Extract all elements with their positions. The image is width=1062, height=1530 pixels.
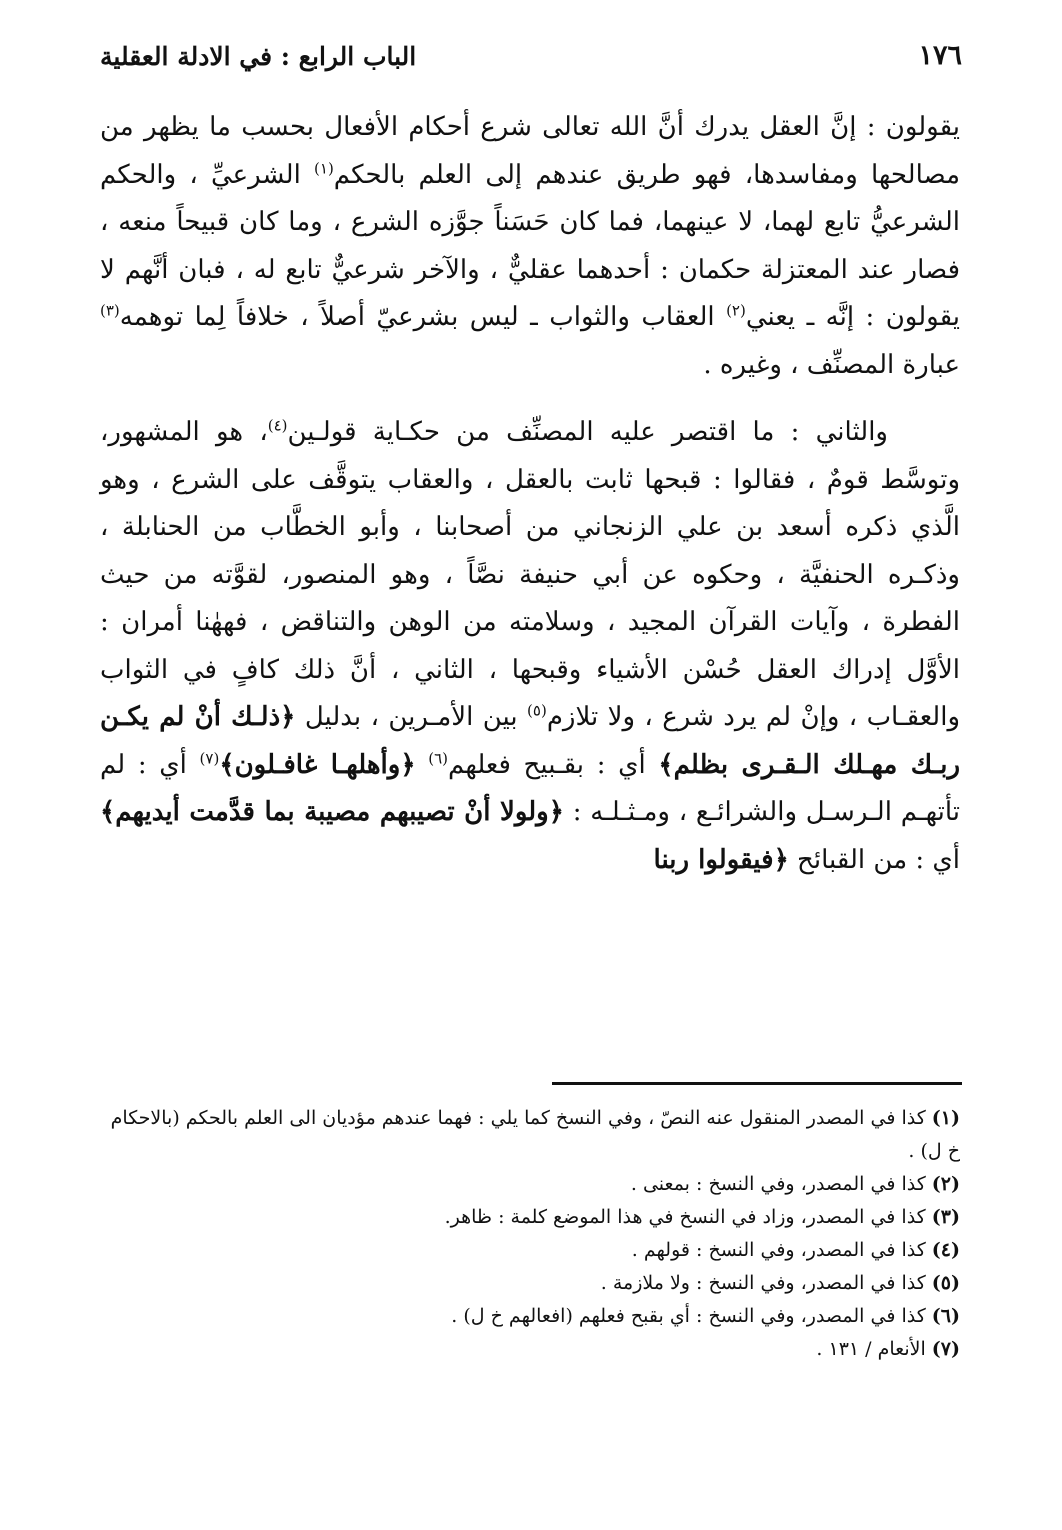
footnote-marker-7: (٧) xyxy=(199,748,220,767)
footnote-text: كذا في المصدر، وزاد في النسخ في هذا الموضع كلمة : ظاهر. xyxy=(444,1206,932,1228)
paragraph-1 xyxy=(100,104,960,389)
page-header xyxy=(100,40,962,84)
quran-quote-1: ﴿ذلـك أنْ لم يكـن ربـك مهـلك الـقـرى بظلم﴾ xyxy=(100,702,961,780)
text-segment: ، هو المشهور، وتوسَّط قومٌ ، فقالوا : قبحها ثابت بالعقل ، والعقاب يتوقَّف على الشرع ، وهو الَّذي ذكره أسعد بن علي الزنجاني من أصحابنا ، وأبو الخطَّاب من الحنابلة ، وذكـره الحنفيَّة ، وحكوه عن أبي حنيفة نصَّاً ، وهو المنصور، لقوَّته من حيث الفطرة ، وآيات القرآن المجيد ، وسلامته من الوهن والتناقض ، فههٰنا أمران : الأوَّل إدراك العقل حُسْن الأشياء وقبحها ، الثاني ، أنَّ ذلك كافٍ في الثواب والعقـاب ، وإنْ لم يرد شرع ، ولا تلازم xyxy=(100,417,960,732)
footnote-5 xyxy=(100,1267,960,1300)
footnote-text: كذا في المصدر، وفي النسخ : قولهم . xyxy=(631,1239,932,1261)
footnote-text: كذا في المصدر، وفي النسخ : أي بقبح فعلهم (افعالهم خ ل) . xyxy=(451,1305,932,1327)
main-text xyxy=(100,104,960,884)
footnote-marker-5: (٥) xyxy=(527,701,547,720)
text-segment: أي : لم تأتهـم الـرسـل والشرائـع ، ومـثـلـه : xyxy=(100,749,960,827)
footnote-number: (٤) xyxy=(931,1239,960,1261)
footnotes xyxy=(100,1102,960,1366)
footnote-text: الأنعام / ١٣١ . xyxy=(816,1338,932,1360)
paragraph-2 xyxy=(100,409,960,884)
quran-quote-2: ﴿وأهلهـا غافـلون﴾ xyxy=(219,749,416,780)
footnote-text: كذا في المصدر المنقول عنه النصّ ، وفي النسخ كما يلي : فهما عندهم مؤديان الى العلم بالحكم (بالاحكام خ ل) . xyxy=(110,1107,960,1162)
quran-quote-3: ﴿ولولا أنْ تصيبهم مصيبة بما قدَّمت أيديهم﴾ xyxy=(100,797,564,827)
footnote-marker-1: (١) xyxy=(314,158,334,177)
text-segment xyxy=(416,750,429,780)
footnote-7 xyxy=(100,1333,960,1366)
footnote-4 xyxy=(100,1234,960,1267)
text-segment: أي : بقـبيح فعلهم xyxy=(448,749,659,780)
text-segment: أي : من القبائح xyxy=(788,844,960,875)
quran-quote-4: ﴿فيقولوا ربنا xyxy=(653,844,789,875)
page-number: ١٧٦ xyxy=(918,40,962,71)
footnote-number: (٣) xyxy=(931,1206,960,1228)
footnote-number: (١) xyxy=(931,1107,960,1129)
footnote-number: (٢) xyxy=(931,1173,960,1195)
footnote-text: كذا في المصدر، وفي النسخ : ولا ملازمة . xyxy=(600,1272,932,1294)
footnote-number: (٦) xyxy=(931,1305,960,1327)
text-segment: يقولون : إنَّ العقل يدرك أنَّ الله تعالى شرع أحكام الأفعال بحسب ما يظهر من مصالحها ومفاسدها، فهو طريق عندهم إلى العلم بالحكم xyxy=(100,112,960,190)
footnote-1 xyxy=(100,1102,960,1168)
footnote-marker-2: (٢) xyxy=(726,301,746,320)
footnote-6 xyxy=(100,1300,960,1333)
running-title: الباب الرابع : في الادلة العقلية xyxy=(100,42,417,71)
footnote-2 xyxy=(100,1168,960,1201)
footnote-marker-3: (٣) xyxy=(100,301,120,320)
footnote-number: (٥) xyxy=(931,1272,960,1294)
text-segment: والثاني : ما اقتصر عليه المصنِّف من حكـاية قولـين xyxy=(287,417,888,447)
footnote-marker-6: (٦) xyxy=(428,748,449,767)
text-segment: عبارة المصنِّف ، وغيره . xyxy=(703,349,960,380)
text-segment: العقاب والثواب ـ ليس بشرعيّ أصلاً ، خلافاً لِما توهمه xyxy=(119,302,727,332)
text-segment: بين الأمـرين ، بدليل xyxy=(295,702,528,732)
footnote-marker-4: (٤) xyxy=(267,416,288,435)
footnote-text: كذا في المصدر، وفي النسخ : بمعنى . xyxy=(630,1173,932,1195)
footnote-divider xyxy=(552,1082,962,1085)
footnote-3 xyxy=(100,1201,960,1234)
footnote-number: (٧) xyxy=(931,1338,960,1360)
text-segment: الشرعيِّ ، والحكم الشرعيُّ تابع لهما، لا عينهما، فما كان حَسَناً جوَّزه الشرع ، وما كان قبيحاً منعه ، فصار عند المعتزلة حكمان : أحدهما عقليٌّ ، والآخر شرعيٌّ تابع له ، فبان أنَّهم لا يقولون : إنَّه ـ يعني xyxy=(100,159,960,332)
